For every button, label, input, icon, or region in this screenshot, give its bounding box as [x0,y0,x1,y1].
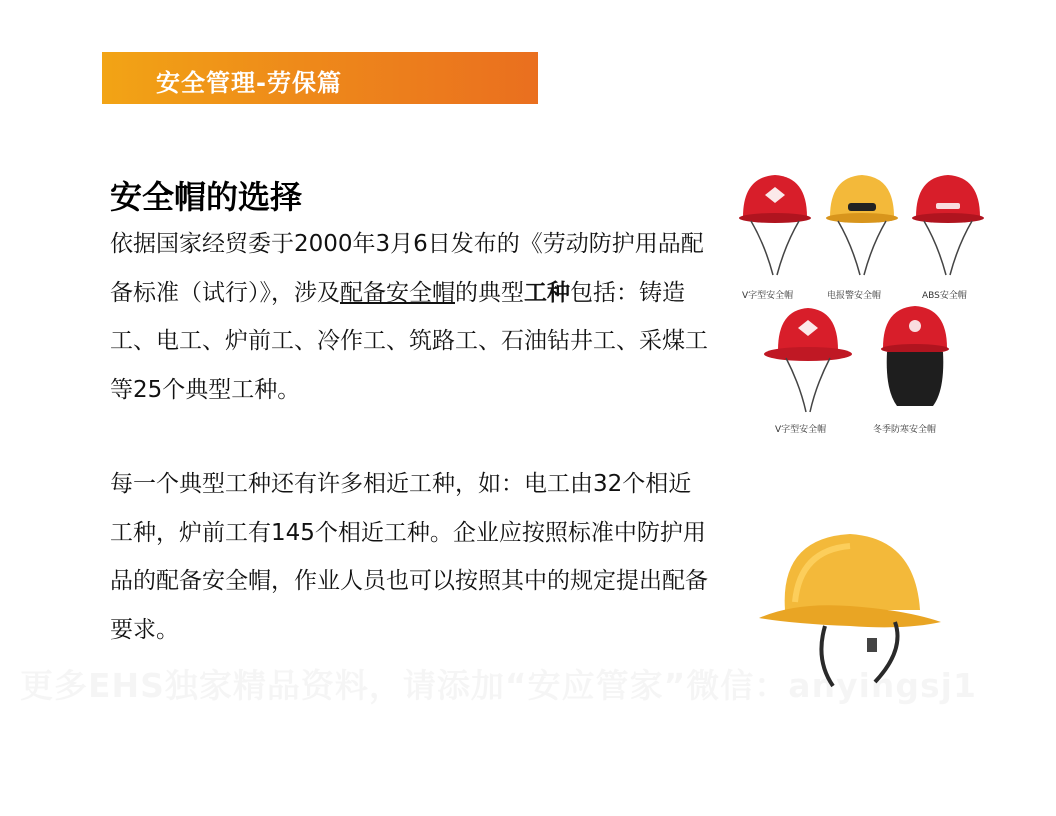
paragraph-text: 依据国家经贸委于2000年3月6日发布的《劳动防护用品配备标准（试行）》，涉及 [110,231,704,306]
header-banner [102,52,538,104]
helmet-types-image [730,160,980,440]
red-brim-helmet-icon [760,300,855,420]
winter-helmet-icon [875,300,955,420]
red-abs-helmet-icon [908,165,988,280]
paragraph-related-trades: 每一个典型工种还有许多相近工种，如：电工由32个相近工种，炉前工有145个相近工种。企业应按照标准中防护用品的配备安全帽，作业人员也可以按照其中的规定提出配备要求。 [110,471,708,643]
bold-phrase: 工种 [524,279,570,306]
paragraph-standard [110,220,710,414]
helmet-label: V字型安全帽 [742,291,794,301]
yellow-helmet-icon [755,510,945,700]
helmet-label: 冬季防寒安全帽 [873,425,937,435]
header-title: 安全管理-劳保篇 [156,69,342,97]
paragraph-text: 的典型 [455,279,524,306]
helmet-label: 电报警安全帽 [827,291,882,301]
helmet-label: ABS安全帽 [922,291,967,301]
underlined-phrase: 配备安全帽 [340,279,455,306]
red-v-helmet-icon [735,165,815,280]
yellow-alarm-helmet-icon [822,165,902,280]
section-heading: 安全帽的选择 [110,178,303,216]
helmet-label: V字型安全帽 [775,425,827,435]
paragraph-text: 包括：铸造工、电工、炉前工、冷作工、筑路工、石油钻井工、采煤工等25个典型工种。 [110,279,708,403]
